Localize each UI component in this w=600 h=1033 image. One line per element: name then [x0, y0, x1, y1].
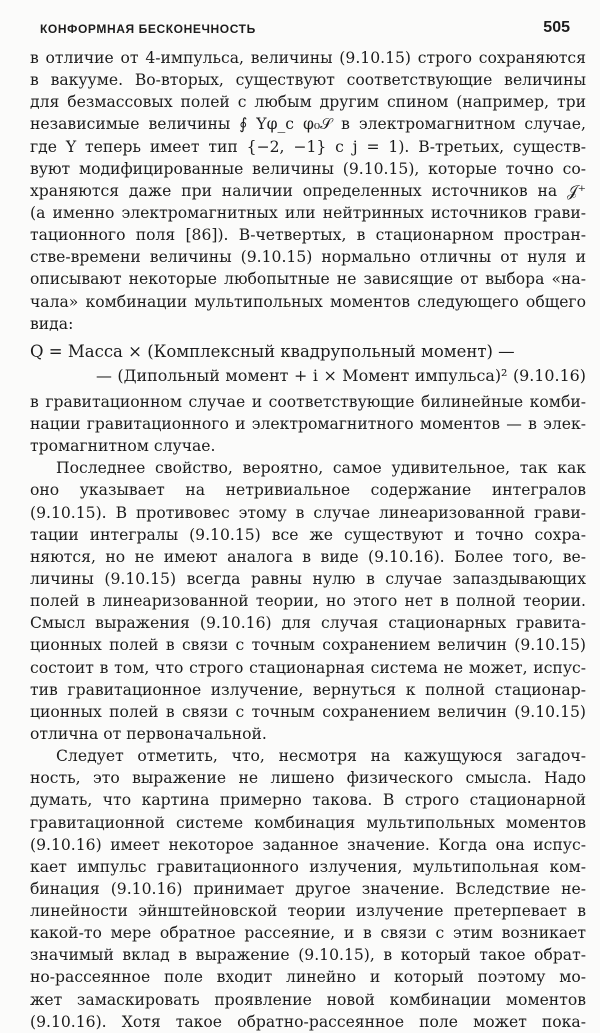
- text-line: полей в линеаризованной теории, но этого нет в полной теории.: [30, 592, 586, 611]
- text-line: няются, но не имеют аналога в виде (9.10.16). Более того, ве-: [30, 547, 586, 566]
- text-line: бинация (9.10.16) принимает другое значение. Вследствие не-: [30, 879, 586, 898]
- page-number: 505: [543, 19, 570, 36]
- text-line: в вакууме. Во-вторых, существуют соответствующие величины: [30, 71, 586, 90]
- equation-line-1: Q = Масса × (Комплексный квадрупольный момент) —: [30, 341, 515, 361]
- paragraph-1: [30, 47, 586, 335]
- text-line: стве-времени величины (9.10.15) нормально отличны от нуля и: [30, 248, 586, 267]
- equation-block: [30, 341, 586, 391]
- text-line: отлична от первоначальной.: [30, 724, 267, 743]
- text-line: Последнее свойство, вероятно, самое удивительное, так как: [56, 459, 586, 478]
- running-title: КОНФОРМНАЯ БЕСКОНЕЧНОСТЬ: [40, 22, 256, 36]
- text-line: для безмассовых полей с любым другим спином (например, три: [30, 93, 586, 112]
- text-line: тационного поля [86]). В-четвертых, в стационарном простран-: [30, 226, 586, 245]
- paragraph-4: [30, 745, 586, 1033]
- text-line: значимый вклад в выражение (9.10.15), в который такое обрат-: [30, 946, 586, 965]
- text-line: оно указывает на нетривиальное содержание интегралов: [30, 481, 586, 500]
- equation-number: (9.10.16): [512, 365, 586, 385]
- page-header: [40, 19, 570, 42]
- text-line: в гравитационном случае и соответствующие билинейные комби-: [30, 392, 586, 411]
- text-line: тив гравитационное излучение, вернуться к полной стационар-: [30, 680, 586, 699]
- page-body: [30, 47, 586, 1033]
- text-line: тромагнитном случае.: [30, 437, 216, 456]
- equation-line-2: [30, 365, 586, 391]
- text-line: независимые величины ∮ Yφ_c φ₀𝒮 в электромагнитном случае,: [30, 115, 586, 134]
- text-line: личины (9.10.15) всегда равны нулю в случае запаздывающих: [30, 569, 586, 588]
- text-line: кает импульс гравитационного излучения, мультипольная ком-: [30, 857, 586, 876]
- text-line: вуют модифицированные величины (9.10.15), которые точно со-: [30, 159, 586, 178]
- text-line: (9.10.16). Хотя такое обратно-рассеянное поле может пока-: [30, 1012, 586, 1031]
- text-line: где Y теперь имеет тип {−2, −1} с j = 1). В-третьих, существ-: [30, 137, 586, 156]
- text-line: какой-то мере обратное рассеяние, и в связи с этим возникает: [30, 924, 586, 943]
- paragraph-2: [30, 391, 586, 457]
- paragraph-3: [30, 457, 586, 745]
- text-line: Смысл выражения (9.10.16) для случая стационарных гравита-: [30, 614, 586, 633]
- text-line: описывают некоторые любопытные не зависящие от выбора «на-: [30, 270, 586, 289]
- text-line: (9.10.15). В противовес этому в случае линеаризованной грави-: [30, 503, 586, 522]
- text-line: гравитационной системе комбинация мультипольных моментов: [30, 813, 586, 832]
- text-line: чала» комбинации мультипольных моментов следующего общего: [30, 292, 586, 311]
- text-line: но-рассеянное поле входит линейно и который поэтому мо-: [30, 968, 586, 987]
- text-line: тации интегралы (9.10.15) все же существуют и точно сохра-: [30, 525, 586, 544]
- text-line: ционных полей в связи с точным сохранением величин (9.10.15): [30, 636, 586, 655]
- text-line: (а именно электромагнитных или нейтринных источников грави-: [30, 203, 586, 222]
- text-line: храняются даже при наличии определенных источников на 𝒥⁺: [30, 181, 586, 200]
- text-line: нации гравитационного и электромагнитного моментов — в элек-: [30, 414, 586, 433]
- text-line: ционных полей в связи с точным сохранением величин (9.10.15): [30, 702, 586, 721]
- text-line: Следует отметить, что, несмотря на кажущуюся загадоч-: [56, 747, 586, 766]
- text-line: (9.10.16) имеет некоторое заданное значение. Когда она испус-: [30, 835, 586, 854]
- text-line: жет замаскировать проявление новой комбинации моментов: [30, 990, 586, 1009]
- text-line: состоит в том, что строго стационарная система не может, испус-: [30, 658, 586, 677]
- text-line: в отличие от 4-импульса, величины (9.10.15) строго сохраняются: [30, 49, 586, 67]
- text-line: думать, что картина примерно такова. В строго стационарной: [30, 791, 586, 810]
- text-line: ность, это выражение не лишено физического смысла. Надо: [30, 769, 586, 788]
- text-line: линейности эйнштейновской теории излучение претерпевает в: [30, 902, 586, 921]
- text-line: вида:: [30, 314, 74, 333]
- equation-line-2-text: — (Дипольный момент + i × Момент импульса)²: [96, 365, 508, 385]
